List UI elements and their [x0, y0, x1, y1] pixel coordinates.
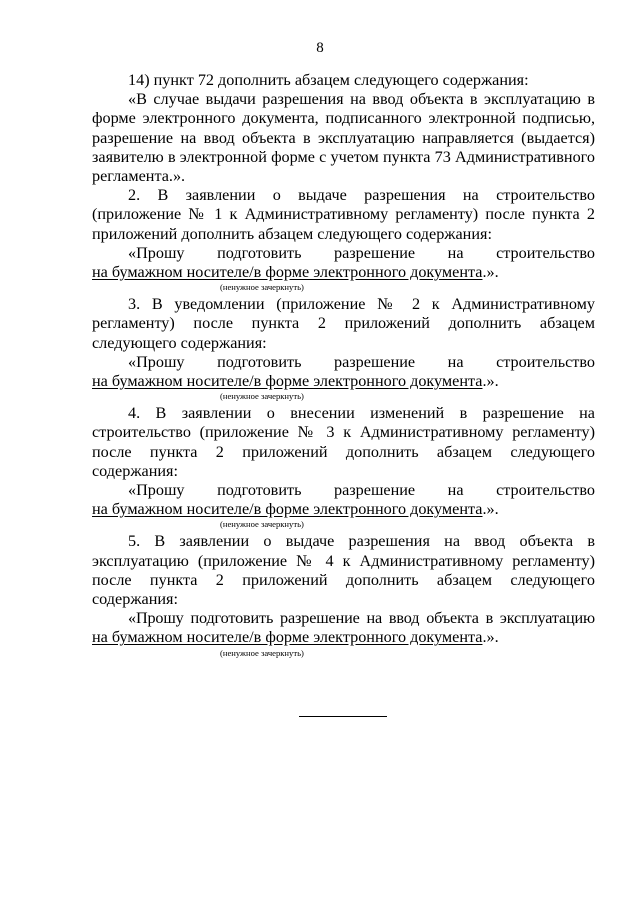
item-5-media: на бумажном носителе/в форме электронного документа — [92, 628, 483, 647]
item-5-end: .». — [482, 628, 499, 647]
item-14-intro: 14) пункт 72 дополнить абзацем следующего содержания: — [128, 71, 529, 89]
item-2-end: .». — [482, 263, 499, 282]
item-5-text: 5. В заявлении о выдаче разрешения на ввод объекта в эксплуатацию (приложение № 4 к Административному регламенту) после пункта 2 приложений дополнить абзацем следующего содержания: — [92, 532, 595, 609]
item-2-media-line — [92, 263, 595, 282]
document-body — [92, 71, 595, 659]
item-4-request: «Прошу подготовить разрешение на строительство — [128, 481, 595, 500]
item-4-media: на бумажном носителе/в форме электронного документа — [92, 500, 483, 519]
item-3-media-line — [92, 372, 595, 391]
item-2-media: на бумажном носителе/в форме электронного документа — [92, 263, 483, 282]
item-4-media-line — [92, 500, 595, 519]
item-5-note: (ненужное зачеркнуть) — [220, 647, 304, 658]
item-4-text: 4. В заявлении о внесении изменений в разрешение на строительство (приложение № 3 к Административному регламенту) после пункта 2 приложений дополнить абзацем следующего содержания: — [92, 404, 595, 480]
page-number: 8 — [316, 40, 324, 56]
item-4-end: .». — [482, 500, 499, 519]
item-3-note: (ненужное зачеркнуть) — [220, 391, 304, 402]
item-3-end: .». — [482, 372, 499, 391]
item-2-note: (ненужное зачеркнуть) — [220, 282, 304, 293]
item-4-note: (ненужное зачеркнуть) — [220, 519, 304, 530]
item-14-quote: «В случае выдачи разрешения на ввод объекта в эксплуатацию в форме электронного документа, подписанного электронной подписью, разрешение на ввод объекта в эксплуатацию направляется (выдается) заявителю в электронной форме с учетом пункта 73 Административного регламента.». — [92, 90, 595, 186]
item-3-media: на бумажном носителе/в форме электронного документа — [92, 372, 483, 391]
item-5-request: «Прошу подготовить разрешение на ввод объекта в эксплуатацию — [128, 609, 595, 628]
item-2-text: 2. В заявлении о выдаче разрешения на строительство (приложение № 1 к Административному регламенту) после пункта 2 приложений дополнить абзацем следующего содержания: — [92, 186, 595, 243]
item-2-request: «Прошу подготовить разрешение на строительство — [128, 243, 595, 262]
item-3-request: «Прошу подготовить разрешение на строительство — [128, 352, 595, 371]
item-5-media-line — [92, 628, 595, 647]
item-3-text: 3. В уведомлении (приложение № 2 к Административному регламенту) после пункта 2 приложений дополнить абзацем следующего содержания: — [92, 295, 595, 352]
closing-rule — [299, 716, 387, 717]
